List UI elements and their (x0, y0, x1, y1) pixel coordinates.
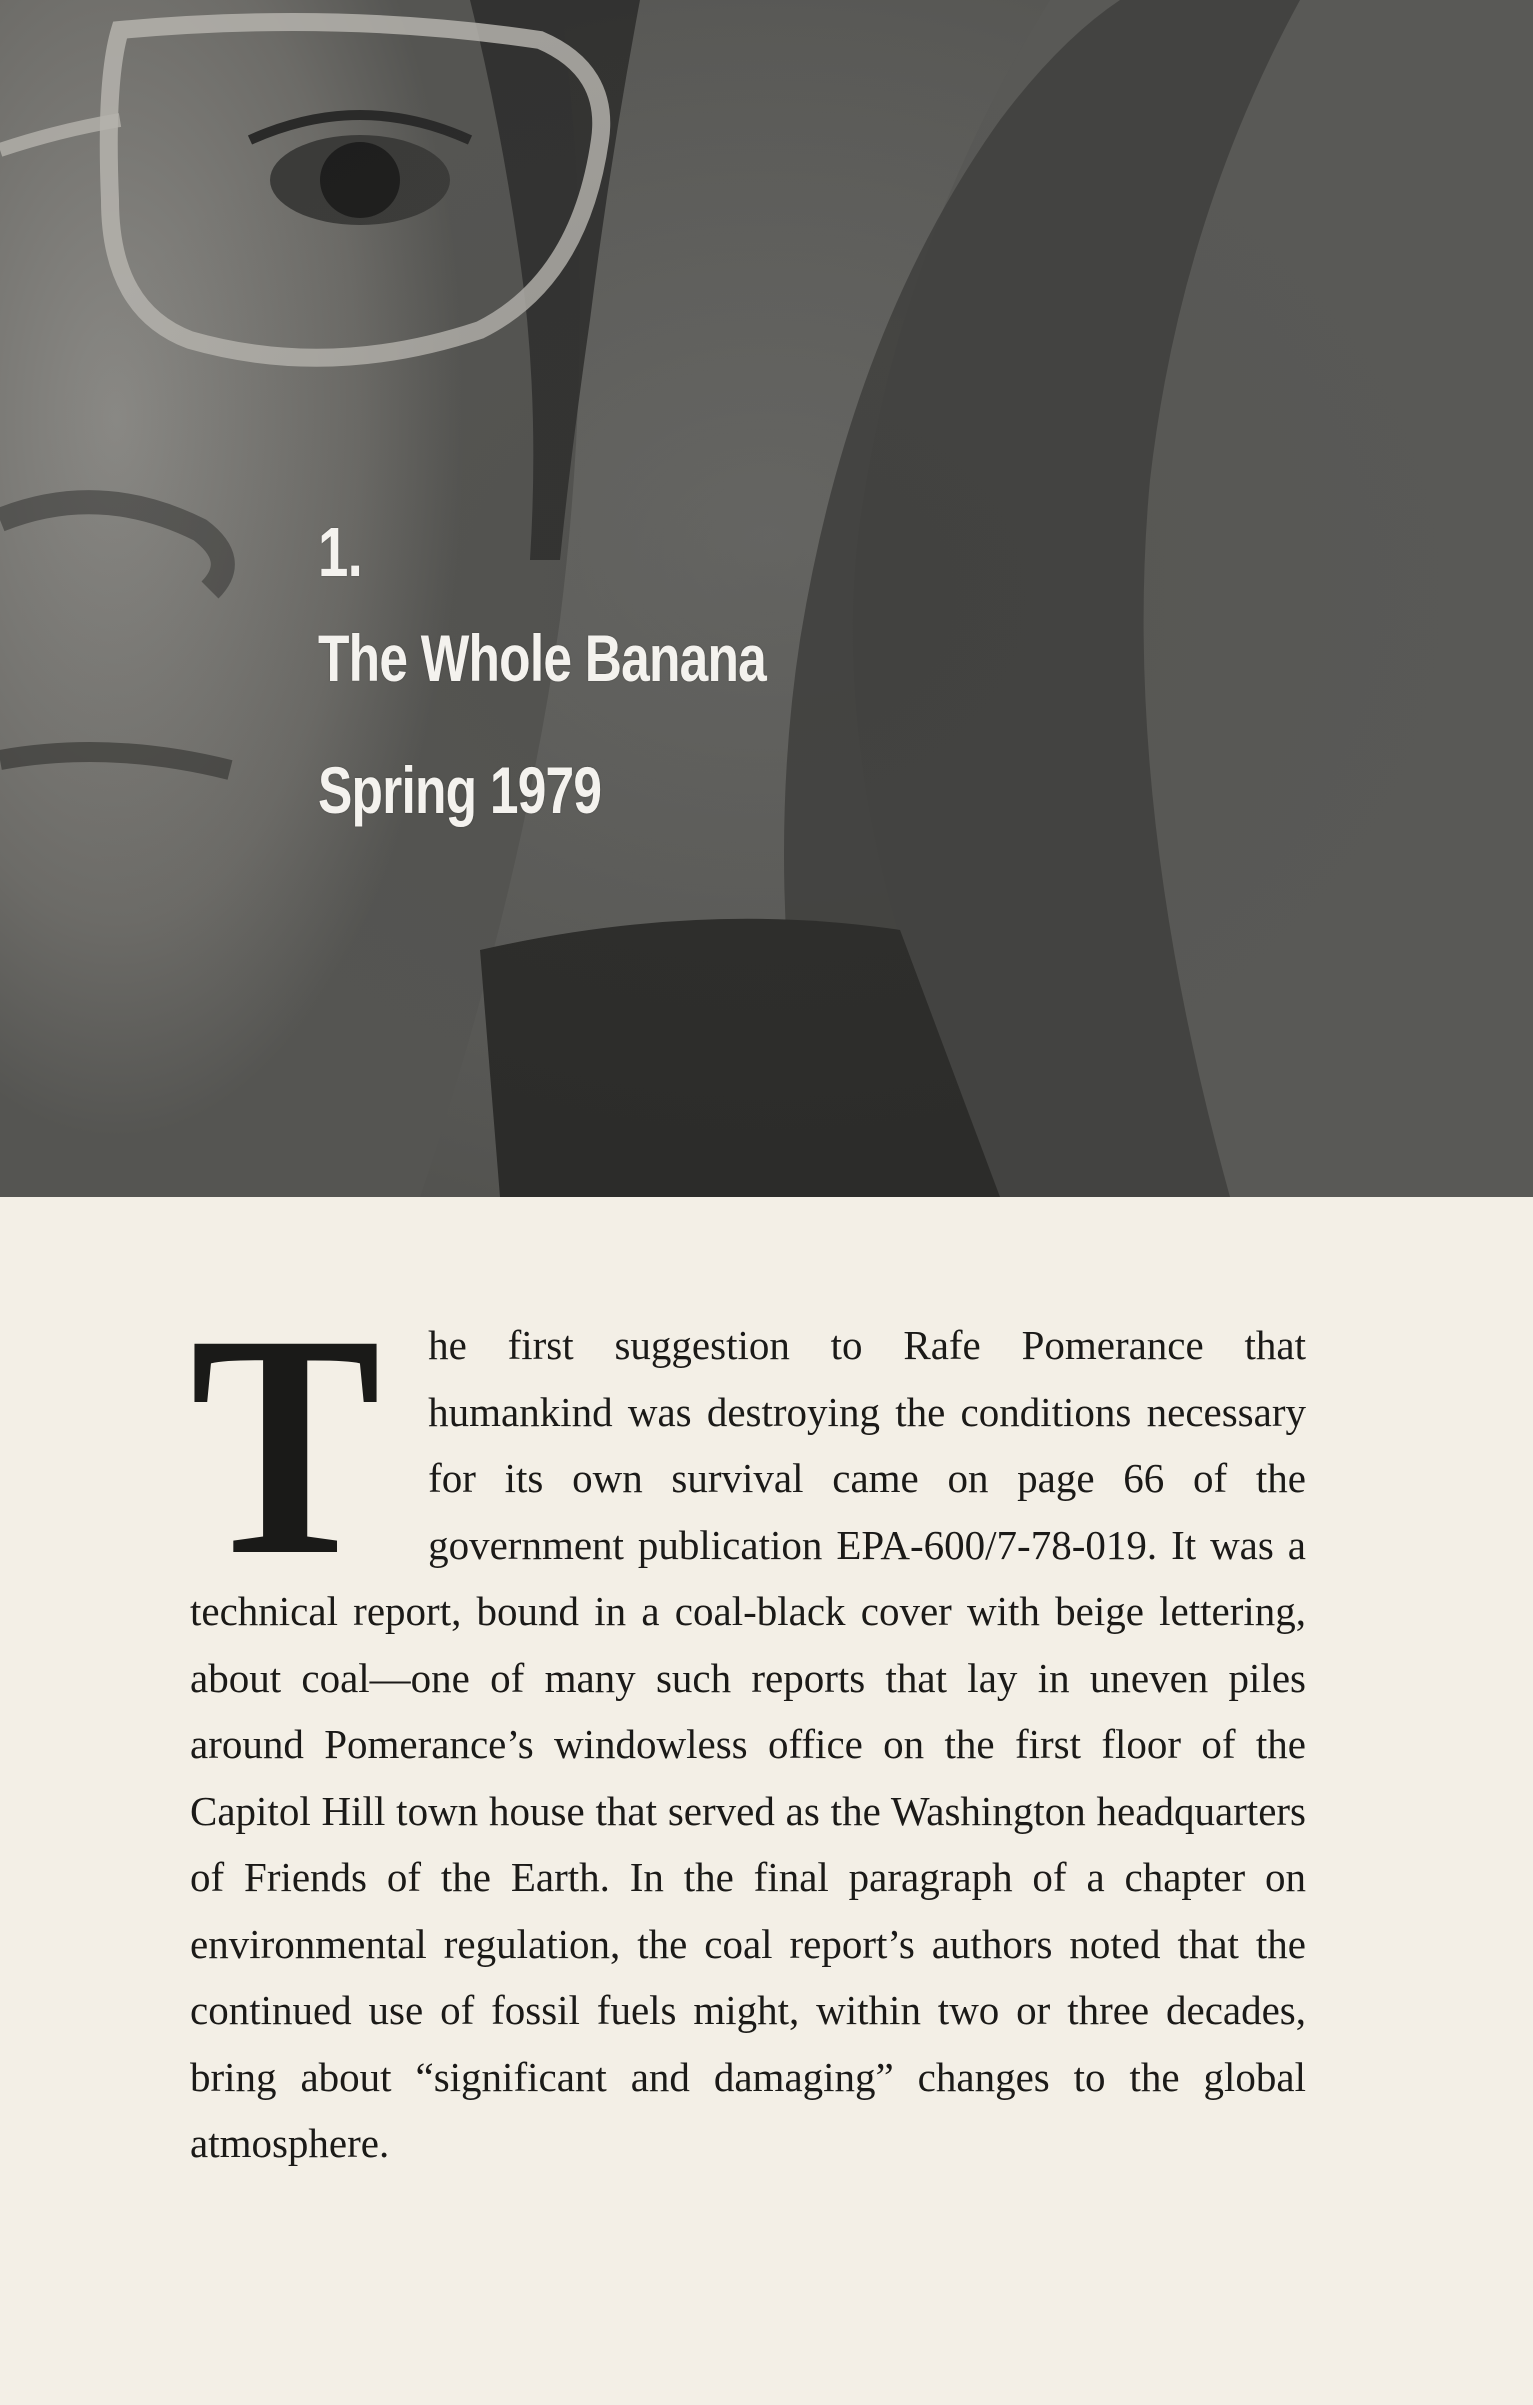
drop-cap: T (190, 1269, 381, 1621)
chapter-body (190, 1269, 1306, 2177)
body-paragraph: he first suggestion to Rafe Pomerance that humankind was destroying the conditions necessary for its own survival came on page 66 of the government publication EPA-600/7-78-019. It was a technical report, bound in a coal-black cover with beige lettering, about coal—one of many such reports that lay in uneven piles around Pomerance’s windowless office on the first floor of the Capitol Hill town house that served as the Washington headquarters of Friends of the Earth. In the final paragraph of a chapter on environmental regulation, the coal report’s authors noted that the continued use of fossil fuels might, within two or three decades, bring about “significant and damaging” changes to the global atmosphere. (190, 1322, 1306, 2166)
chapter-photo (0, 0, 1533, 1197)
chapter-date: Spring 1979 (318, 753, 602, 827)
chapter-number: 1. (318, 513, 362, 591)
chapter-title: The Whole Banana (318, 621, 767, 695)
portrait-photo (0, 0, 1533, 1197)
